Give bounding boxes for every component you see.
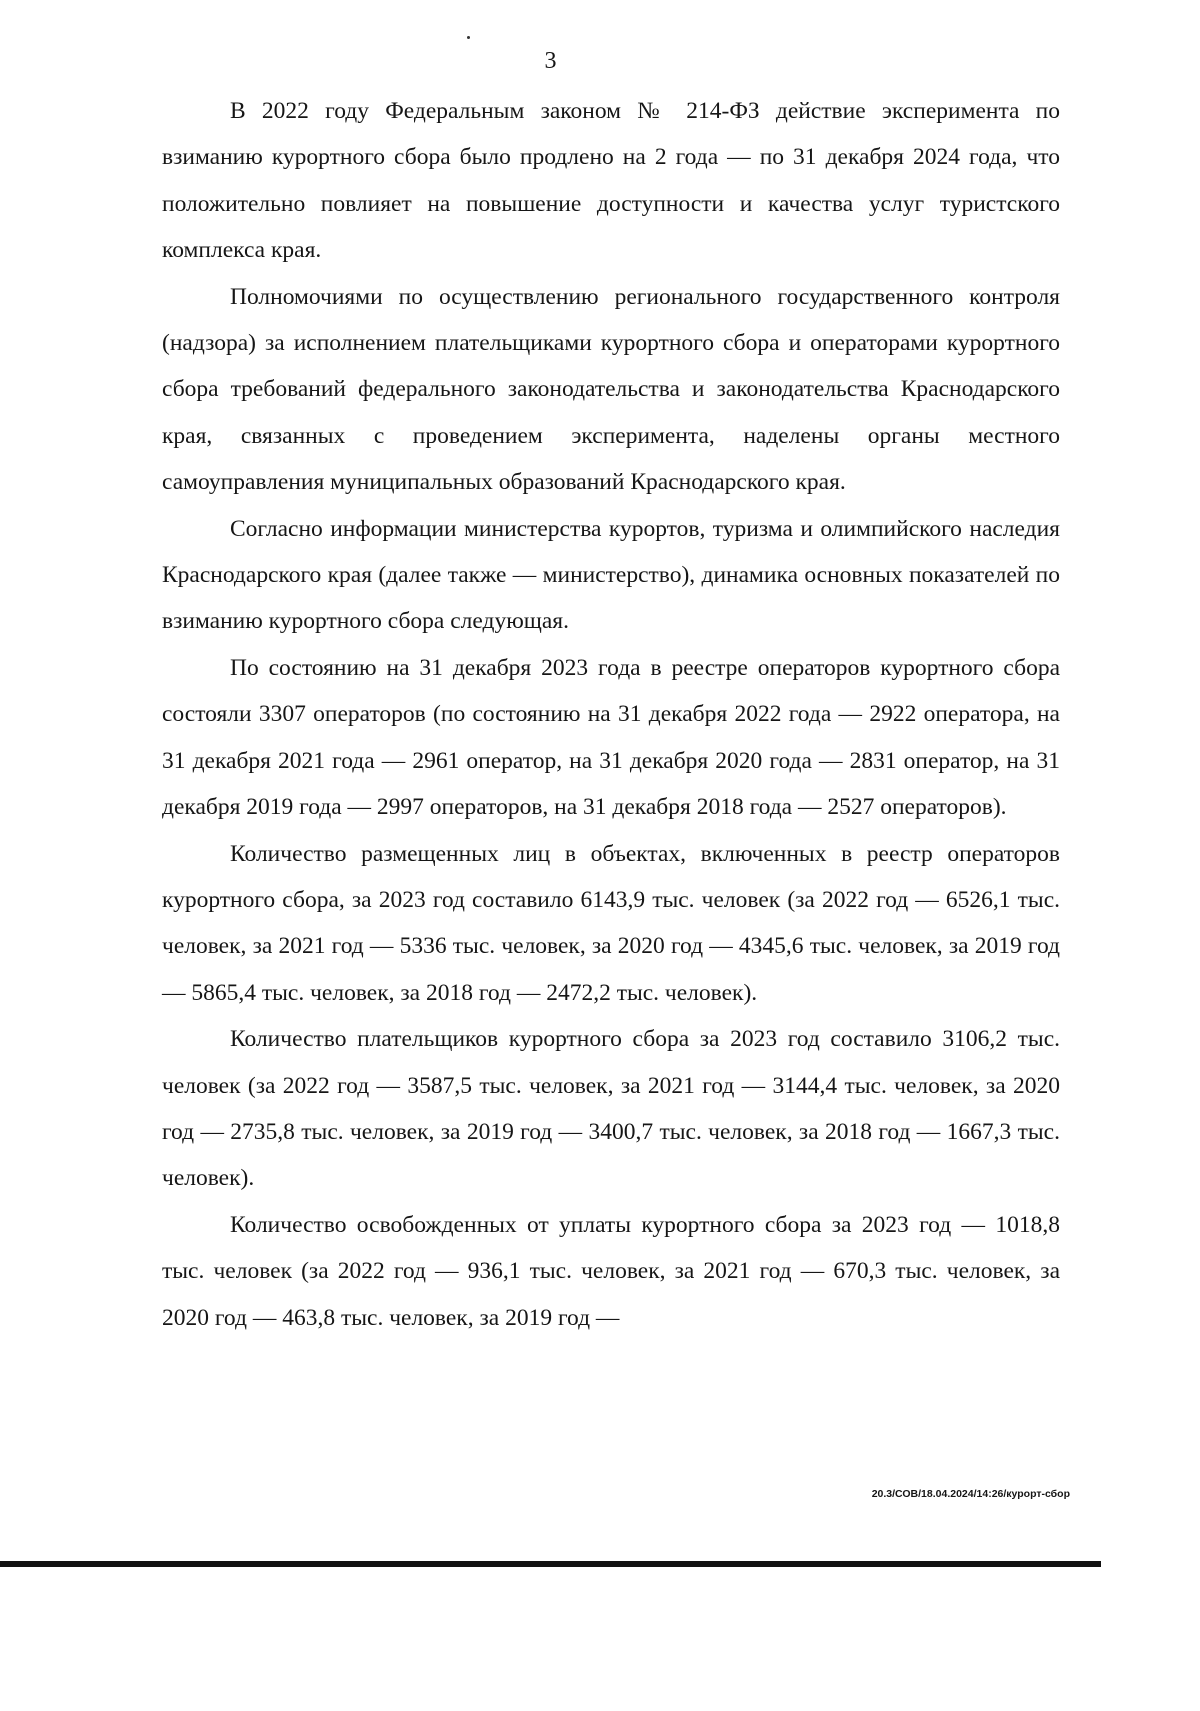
paragraph-fee-payers: Количество плательщиков курортного сбора за 2023 год составило 3106,2 тыс. человек (за 2022 год — 3587,5 тыс. человек, за 2021 год — 3144,4 тыс. человек, за 2020 год — 2735,8 тыс. человек, за 2019 год — 3400,7 тыс. человек, за 2018 год — 1667,3 тыс. человек). [162,1026,1060,1192]
paragraph-control-powers: Полномочиями по осуществлению регионального государственного контроля (надзора) за исполнением плательщиками курортного сбора и операторами курортного сбора требований федерального законодательства и законодательства Краснодарского края, связанных с проведением эксперимента, наделены органы местного самоуправления муниципальных образований Краснодарского края. [162,283,1060,496]
paragraph-resort-fee-extension: В 2022 году Федеральным законом № 214-ФЗ действие эксперимента по взиманию курортного сбора было продлено на 2 года — по 31 декабря 2024 года, что положительно повлияет на повышение доступности и качества услуг туристского комплекса края. [162,98,1060,264]
bottom-scan-edge [0,1561,1101,1567]
paragraph-exempt-persons: Количество освобожденных от уплаты курортного сбора за 2023 год — 1018,8 тыс. человек (за 2022 год — 936,1 тыс. человек, за 2021 год — 670,3 тыс. человек, за 2020 год — 463,8 тыс. человек, за 2019 год — [162,1211,1060,1331]
paragraph-ministry-info: Согласно информации министерства курортов, туризма и олимпийского наследия Краснодарского края (далее также — министерство), динамика основных показателей по взиманию курортного сбора следующая. [162,515,1060,635]
document-footer-code: 20.3/СОВ/18.04.2024/14:26/курорт-сбор [871,1488,1070,1500]
page-number: 3 [544,48,557,74]
paragraph-accommodated-persons: Количество размещенных лиц в объектах, включенных в реестр операторов курортного сбора, за 2023 год составило 6143,9 тыс. человек (за 2022 год — 6526,1 тыс. человек, за 2021 год — 5336 тыс. человек, за 2020 год — 4345,6 тыс. человек, за 2019 год — 5865,4 тыс. человек, за 2018 год — 2472,2 тыс. человек). [162,840,1060,1006]
scan-speck [467,36,470,39]
body-text [162,88,1060,1341]
paragraph-operators-registry: По состоянию на 31 декабря 2023 года в реестре операторов курортного сбора состояли 3307 операторов (по состоянию на 31 декабря 2022 года — 2922 оператора, на 31 декабря 2021 года — 2961 оператор, на 31 декабря 2020 года — 2831 оператор, на 31 декабря 2019 года — 2997 операторов, на 31 декабря 2018 года — 2527 операторов). [162,654,1060,821]
